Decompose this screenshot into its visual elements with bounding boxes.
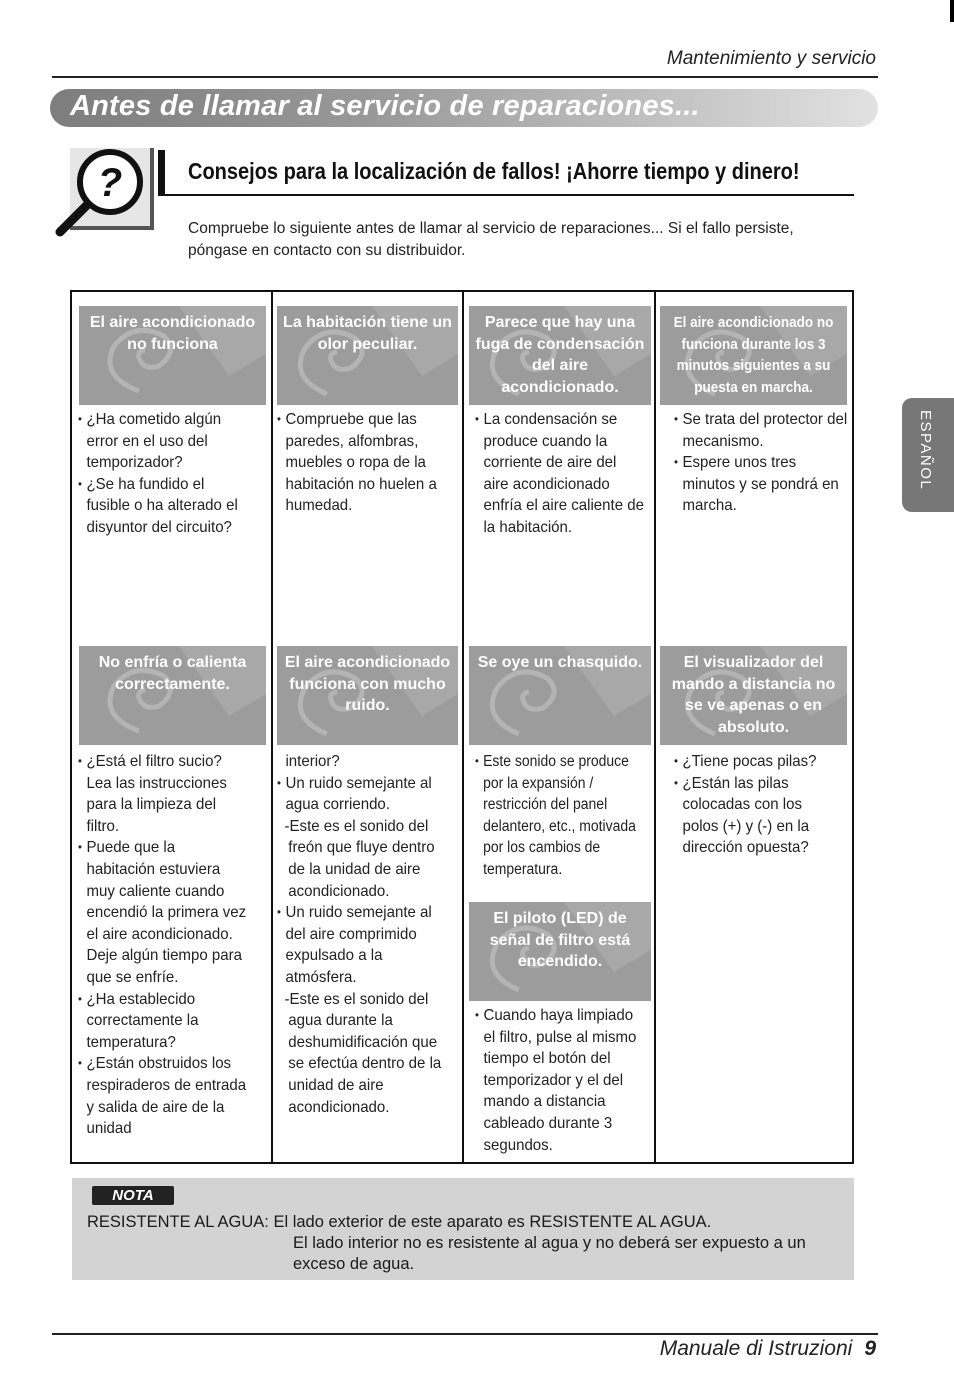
cell-header-3-minutes [660,306,847,405]
language-tab-label: ESPAÑOL [917,410,934,491]
header-section-title: Mantenimiento y servicio [666,48,876,69]
list-item: • ¿Ha cometido algún error en el uso del temporizador? [78,409,247,474]
cell-body [78,751,247,1140]
list-item: • Este sonido se produce por la expansión / restricción del panel delantero, etc., motivada por los cambios de temperatura. [475,751,637,881]
cell-header-label: Parece que hay una fuga de condensación del aire acondicionado. [475,314,645,396]
list-item: • ¿Se ha fundido el fusible o ha alterado el disyuntor del circuito? [78,474,247,539]
cell-header-noise [277,646,458,745]
cell-body [674,751,834,859]
cell-header-label: El visualizador del mando a distancia no se ve apenas o en absoluto. [671,654,836,736]
cell-header-label: El aire acondicionado no funciona durante los 3 minutos siguientes a su puesta en marcha. [673,314,834,396]
cell-header-click-sound [469,646,651,745]
cell-header-not-cooling [79,646,266,745]
intro-text: Compruebe lo siguiente antes de llamar al servicio de reparaciones... Si el fallo persiste, póngase en contacto con su distribuidor. [188,220,794,259]
list-item: • Un ruido semejante al agua corriendo. [277,773,446,816]
troubleshooting-table [70,290,854,1164]
header-divider [52,76,878,78]
language-tab [902,398,954,512]
cell-header-label: No enfría o calienta correctamente. [98,654,247,693]
list-item-detail: -Este es el sonido del agua durante la deshumidificación que se efectúa dentro de la unidad de aire acondicionado. [284,990,442,1116]
cell-header-label: Se oye un chasquido. [477,654,643,671]
cell-body [475,751,637,881]
cell-header-odor [277,306,458,405]
column-divider [654,292,656,1162]
cell-body [475,409,644,539]
cell-header-label: El piloto (LED) de señal de filtro está encendido. [489,910,631,970]
list-item: • Espere unos tres minutos y se pondrá en marcha. [674,452,848,517]
cell-body [78,409,247,539]
list-item-continuation: interior? [285,753,340,770]
column-divider [271,292,273,1162]
note-line-2: El lado interior no es resistente al agua y no deberá ser expuesto a un exceso de agua. [293,1234,806,1273]
note-label: NOTA [92,1186,174,1205]
list-item: • ¿Están obstruidos los respiraderos de entrada y salida de aire de la unidad [78,1053,247,1139]
list-item: • Puede que la habitación estuviera muy caliente cuando encendió la primera vez el aire acondicionado. Deje algún tiempo para que se enfríe. [78,837,247,988]
list-item: • ¿Tiene pocas pilas? [674,751,834,773]
svg-text:?: ? [97,161,123,205]
column-divider [462,292,464,1162]
title-banner [50,89,878,127]
footer-manual-title: Manuale di Istruzioni [659,1337,853,1360]
page-number: 9 [864,1337,876,1360]
list-item: • La condensación se produce cuando la corriente de aire del aire acondicionado enfría el aire caliente de la habitación. [475,409,644,539]
section-subtitle: Consejos para la localización de fallos! ¡Ahorre tiempo y dinero! [188,158,800,184]
cell-header-not-working [79,306,266,405]
list-item: • ¿Ha establecido correctamente la temperatura? [78,989,247,1054]
subtitle-divider [158,194,854,196]
note-line-1: RESISTENTE AL AGUA: El lado exterior de este aparato es RESISTENTE AL AGUA. [87,1213,712,1231]
cell-body [277,409,446,517]
cell-header-label: El aire acondicionado no funciona [89,314,256,353]
cell-header-condensation [469,306,651,405]
list-item-detail: -Este es el sonido del freón que fluye dentro de la unidad de aire acondicionado. [284,817,435,900]
cell-header-filter-led [469,902,651,1001]
page-title: Antes de llamar al servicio de reparaciones... [70,90,700,122]
list-item: • Se trata del protector del mecanismo. [674,409,848,452]
subtitle-marker [158,150,165,194]
cell-body [674,409,848,517]
list-item: • ¿Está el filtro sucio? Lea las instrucciones para la limpieza del filtro. [78,751,247,837]
list-item: • Compruebe que las paredes, alfombras, muebles o ropa de la habitación no huelen a humedad. [277,409,446,517]
list-item: • Un ruido semejante al del aire comprimido expulsado a la atmósfera. [277,902,446,988]
note-box [72,1178,854,1280]
question-magnifier-icon [70,148,154,230]
cell-body [277,751,446,1118]
cell-body [475,1005,644,1156]
list-item: • Cuando haya limpiado el filtro, pulse al mismo tiempo el botón del temporizador y el del mando a distancia cableado durante 3 segundos. [475,1005,644,1156]
cell-header-remote-display [660,646,847,745]
list-item: • ¿Están las pilas colocadas con los polos (+) y (-) en la dirección opuesta? [674,773,834,859]
footer-divider [52,1333,878,1335]
cell-header-label: El aire acondicionado funciona con mucho ruido. [284,654,451,714]
page-edge-mark [950,0,954,22]
cell-header-label: La habitación tiene un olor peculiar. [283,314,452,353]
footer [660,1337,876,1361]
